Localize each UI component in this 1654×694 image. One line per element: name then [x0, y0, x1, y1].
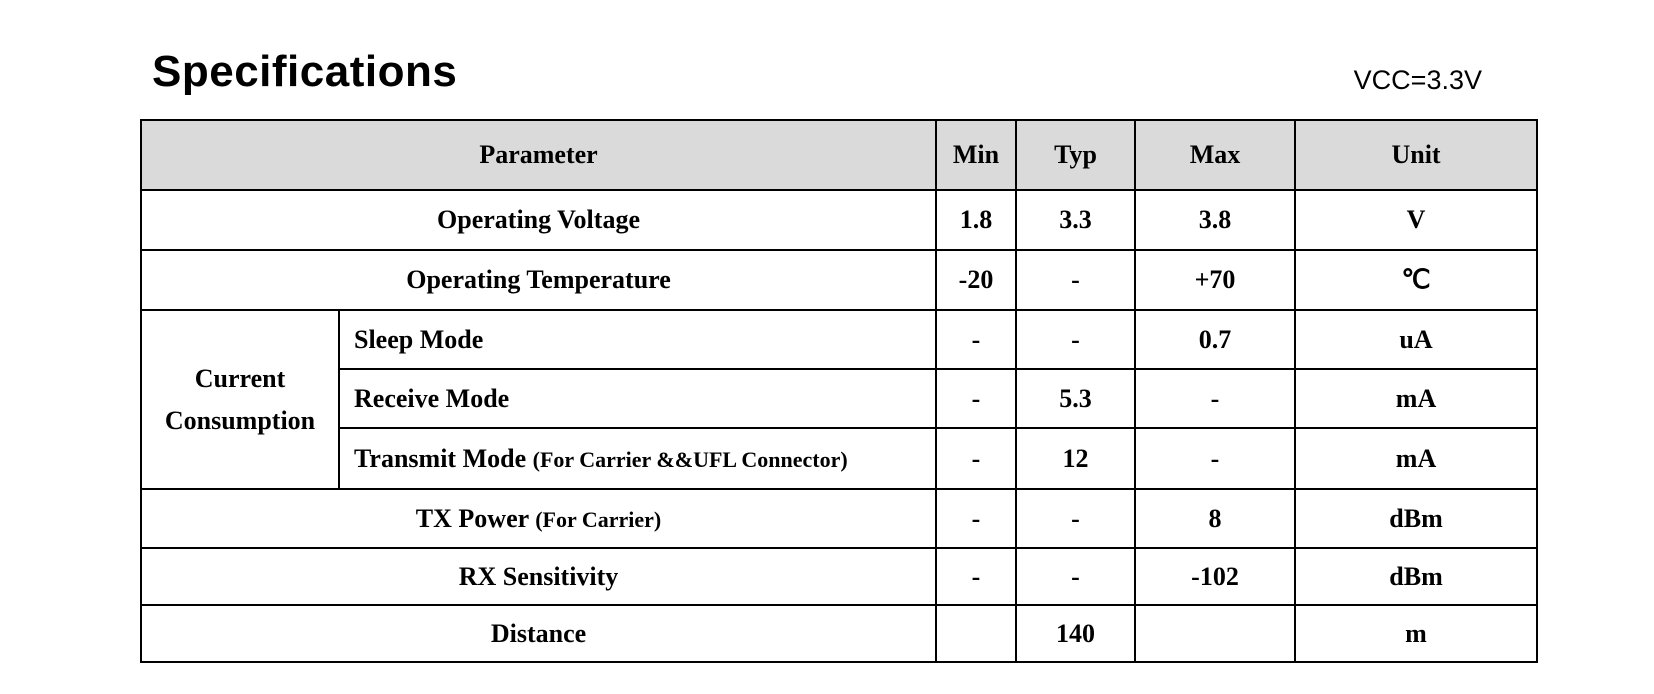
cell-parameter [339, 428, 936, 489]
cell-typ: 3.3 [1016, 190, 1135, 250]
cell-min [936, 605, 1016, 662]
table-row [141, 310, 1537, 369]
cell-max: 8 [1135, 489, 1295, 548]
header-max: Max [1135, 120, 1295, 190]
cell-min: - [936, 310, 1016, 369]
cell-parameter: Sleep Mode [339, 310, 936, 369]
specifications-table [140, 119, 1538, 663]
cell-unit: uA [1295, 310, 1537, 369]
header-parameter: Parameter [141, 120, 936, 190]
cell-parameter: Operating Voltage [141, 190, 936, 250]
cell-typ: - [1016, 310, 1135, 369]
cell-max: 0.7 [1135, 310, 1295, 369]
table-row [141, 605, 1537, 662]
cell-max [1135, 605, 1295, 662]
parameter-label: TX Power [415, 503, 529, 533]
cell-typ: - [1016, 548, 1135, 605]
cell-min: - [936, 548, 1016, 605]
table-row [141, 190, 1537, 250]
header-unit: Unit [1295, 120, 1537, 190]
cell-parameter: Operating Temperature [141, 250, 936, 310]
cell-parameter: Receive Mode [339, 369, 936, 428]
cell-unit: mA [1295, 369, 1537, 428]
cell-min: -20 [936, 250, 1016, 310]
cell-max: +70 [1135, 250, 1295, 310]
cell-min: - [936, 428, 1016, 489]
group-label-line2: Consumption [164, 405, 316, 435]
cell-unit: mA [1295, 428, 1537, 489]
cell-parameter: Distance [141, 605, 936, 662]
cell-unit: m [1295, 605, 1537, 662]
parameter-label: Transmit Mode [354, 443, 527, 473]
cell-typ: 140 [1016, 605, 1135, 662]
cell-max: -102 [1135, 548, 1295, 605]
parameter-note: (For Carrier) [535, 506, 662, 532]
table-row [141, 489, 1537, 548]
page-title: Specifications [152, 47, 458, 96]
cell-parameter [141, 489, 936, 548]
cell-unit: dBm [1295, 548, 1537, 605]
table-header-row [141, 120, 1537, 190]
cell-unit: dBm [1295, 489, 1537, 548]
cell-max: 3.8 [1135, 190, 1295, 250]
cell-min: - [936, 369, 1016, 428]
parameter-note: (For Carrier &&UFL Connector) [532, 446, 848, 472]
table-row [141, 369, 1537, 428]
cell-parameter: RX Sensitivity [141, 548, 936, 605]
cell-group-current-consumption [141, 310, 339, 489]
cell-min: - [936, 489, 1016, 548]
cell-unit: V [1295, 190, 1537, 250]
cell-typ: 12 [1016, 428, 1135, 489]
cell-unit: ℃ [1295, 250, 1537, 310]
table-row [141, 250, 1537, 310]
group-label-line1: Current [194, 363, 286, 393]
cell-typ: - [1016, 250, 1135, 310]
cell-typ: 5.3 [1016, 369, 1135, 428]
cell-max: - [1135, 369, 1295, 428]
header-min: Min [936, 120, 1016, 190]
cell-typ: - [1016, 489, 1135, 548]
table-row [141, 428, 1537, 489]
cell-min: 1.8 [936, 190, 1016, 250]
condition-label: VCC=3.3V [1353, 65, 1482, 95]
table-row [141, 548, 1537, 605]
cell-max: - [1135, 428, 1295, 489]
header-typ: Typ [1016, 120, 1135, 190]
